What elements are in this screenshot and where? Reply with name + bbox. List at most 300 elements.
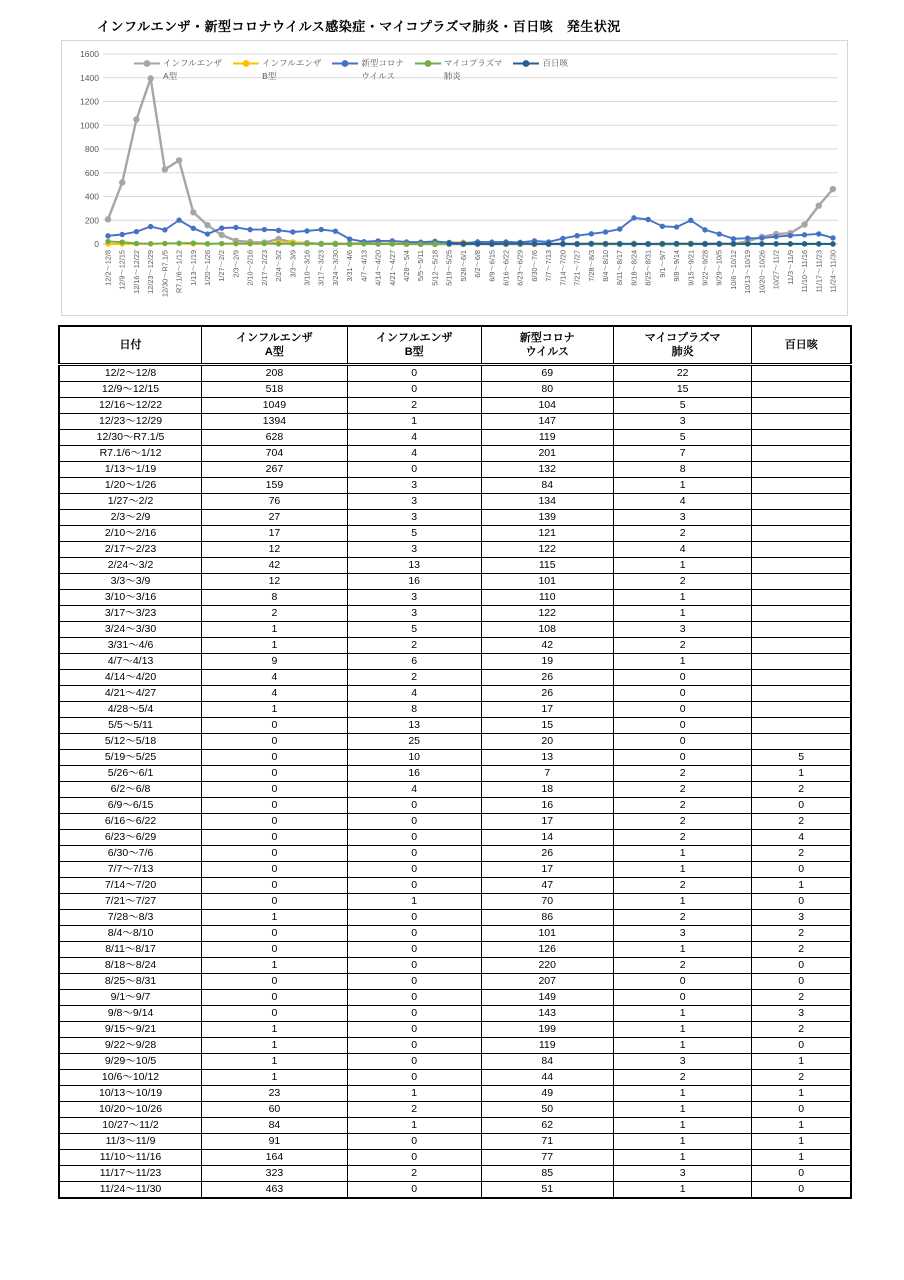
y-axis-tick-label: 1000 xyxy=(80,120,99,131)
date-cell: 12/23～12/29 xyxy=(59,414,202,430)
value-cell xyxy=(752,494,851,510)
series-point-marker xyxy=(290,229,295,234)
value-cell: 0 xyxy=(752,1166,851,1182)
table-row xyxy=(59,654,851,670)
series-point-marker xyxy=(745,241,750,246)
series-point-marker xyxy=(802,232,807,237)
table-row xyxy=(59,1118,851,1134)
x-axis-tick-label: 4/28～5/4 xyxy=(402,250,412,282)
value-cell: 1 xyxy=(752,1086,851,1102)
value-cell: 84 xyxy=(481,1054,613,1070)
date-cell: 11/10～11/16 xyxy=(59,1150,202,1166)
value-cell: 1 xyxy=(613,478,752,494)
value-cell: 5 xyxy=(347,526,481,542)
series-point-marker xyxy=(247,241,252,246)
series-point-marker xyxy=(830,241,835,246)
value-cell: 0 xyxy=(347,1038,481,1054)
value-cell: 16 xyxy=(347,574,481,590)
value-cell: 0 xyxy=(347,910,481,926)
value-cell: 42 xyxy=(202,558,348,574)
table-row xyxy=(59,782,851,798)
value-cell: 108 xyxy=(481,622,613,638)
series-point-marker xyxy=(105,239,110,244)
table-row xyxy=(59,398,851,414)
legend-line-marker-icon xyxy=(332,59,358,68)
series-point-marker xyxy=(162,166,168,172)
value-cell: 147 xyxy=(481,414,613,430)
x-axis-tick-label: 3/3～3/9 xyxy=(288,250,298,278)
table-row xyxy=(59,574,851,590)
x-axis-tick-label: 11/17～11/23 xyxy=(814,250,824,293)
value-cell: 25 xyxy=(347,734,481,750)
value-cell: 1 xyxy=(613,1038,752,1054)
value-cell: 0 xyxy=(202,734,348,750)
series-point-marker xyxy=(816,241,821,246)
table-row xyxy=(59,606,851,622)
value-cell: 2 xyxy=(613,766,752,782)
x-axis-tick-label: 5/5～5/11 xyxy=(416,250,426,282)
value-cell: 0 xyxy=(347,1070,481,1086)
value-cell: 5 xyxy=(752,750,851,766)
value-cell: 1 xyxy=(613,1006,752,1022)
value-cell: 2 xyxy=(752,782,851,798)
table-row xyxy=(59,798,851,814)
value-cell: 2 xyxy=(347,398,481,414)
value-cell: 1 xyxy=(613,942,752,958)
value-cell: 0 xyxy=(752,798,851,814)
date-cell: 5/19～5/25 xyxy=(59,750,202,766)
x-axis-tick-label: 6/16～6/22 xyxy=(501,250,511,286)
series-point-marker xyxy=(219,232,225,238)
value-cell: 1 xyxy=(613,558,752,574)
value-cell: 76 xyxy=(202,494,348,510)
value-cell: 0 xyxy=(347,958,481,974)
x-axis-tick-label: 2/3～2/9 xyxy=(231,250,241,278)
value-cell: 77 xyxy=(481,1150,613,1166)
table-row xyxy=(59,1022,851,1038)
date-cell: 7/14～7/20 xyxy=(59,878,202,894)
series-point-marker xyxy=(802,241,807,246)
series-point-marker xyxy=(319,227,324,232)
series-point-marker xyxy=(304,241,309,246)
value-cell: 15 xyxy=(481,718,613,734)
series-point-marker xyxy=(816,231,821,236)
series-point-marker xyxy=(717,231,722,236)
value-cell: 5 xyxy=(613,398,752,414)
value-cell: 0 xyxy=(202,1006,348,1022)
data-table xyxy=(58,325,852,1199)
value-cell: 0 xyxy=(202,846,348,862)
legend-line-marker-icon xyxy=(513,59,539,68)
value-cell: 1 xyxy=(347,1086,481,1102)
value-cell xyxy=(752,526,851,542)
series-point-marker xyxy=(532,241,537,246)
value-cell: 0 xyxy=(752,974,851,990)
value-cell: 0 xyxy=(347,942,481,958)
value-cell: 2 xyxy=(613,526,752,542)
date-cell: 4/21～4/27 xyxy=(59,686,202,702)
value-cell: 42 xyxy=(481,638,613,654)
date-cell: 12/30～R7.1/5 xyxy=(59,430,202,446)
value-cell: 101 xyxy=(481,574,613,590)
date-cell: 9/15～9/21 xyxy=(59,1022,202,1038)
series-point-marker xyxy=(262,227,267,232)
table-row xyxy=(59,590,851,606)
value-cell: 3 xyxy=(613,926,752,942)
series-point-marker xyxy=(759,235,764,240)
series-point-marker xyxy=(603,241,608,246)
x-axis-tick-label: 3/10～3/16 xyxy=(302,250,312,286)
value-cell: 1 xyxy=(202,1038,348,1054)
chart-legend xyxy=(134,57,568,83)
x-axis-tick-label: 6/9～6/15 xyxy=(487,250,497,282)
table-row xyxy=(59,382,851,398)
value-cell: 13 xyxy=(347,558,481,574)
series-point-marker xyxy=(432,241,437,246)
value-cell: 110 xyxy=(481,590,613,606)
value-cell: 4 xyxy=(752,830,851,846)
value-cell: 3 xyxy=(347,510,481,526)
value-cell: 0 xyxy=(613,974,752,990)
x-axis-tick-label: 4/14～4/20 xyxy=(373,250,383,286)
value-cell xyxy=(752,462,851,478)
value-cell: 2 xyxy=(613,782,752,798)
series-point-marker xyxy=(603,229,608,234)
value-cell: 4 xyxy=(202,670,348,686)
value-cell: 3 xyxy=(613,622,752,638)
date-cell: 5/5～5/11 xyxy=(59,718,202,734)
series-point-marker xyxy=(560,241,565,246)
series-point-marker xyxy=(816,202,822,208)
date-cell: 9/29～10/5 xyxy=(59,1054,202,1070)
x-axis-tick-label: 11/10～11/16 xyxy=(800,250,810,293)
value-cell: 0 xyxy=(202,782,348,798)
value-cell xyxy=(752,558,851,574)
date-cell: 7/21～7/27 xyxy=(59,894,202,910)
value-cell xyxy=(752,734,851,750)
value-cell: 2 xyxy=(613,830,752,846)
x-axis-tick-label: 7/14～7/20 xyxy=(558,250,568,286)
value-cell: 26 xyxy=(481,686,613,702)
value-cell: 49 xyxy=(481,1086,613,1102)
chart xyxy=(61,40,848,316)
series-point-marker xyxy=(688,241,693,246)
column-header: 新型コロナ ウイルス xyxy=(481,326,613,365)
series-point-marker xyxy=(191,240,196,245)
date-cell: 12/16～12/22 xyxy=(59,398,202,414)
series-point-marker xyxy=(518,241,523,246)
series-line xyxy=(108,78,833,244)
value-cell: 8 xyxy=(613,462,752,478)
value-cell: 71 xyxy=(481,1134,613,1150)
value-cell: 2 xyxy=(752,926,851,942)
series-point-marker xyxy=(745,235,750,240)
value-cell: 91 xyxy=(202,1134,348,1150)
value-cell: 101 xyxy=(481,926,613,942)
date-cell: 1/27～2/2 xyxy=(59,494,202,510)
date-cell: 4/28～5/4 xyxy=(59,702,202,718)
legend-line-marker-icon xyxy=(134,59,160,68)
value-cell: 2 xyxy=(347,638,481,654)
legend-label: インフルエンザ A型 xyxy=(163,58,223,82)
value-cell: 0 xyxy=(613,750,752,766)
value-cell: 0 xyxy=(752,1038,851,1054)
date-cell: 10/6～10/12 xyxy=(59,1070,202,1086)
series-point-marker xyxy=(176,217,181,222)
value-cell: 15 xyxy=(613,382,752,398)
value-cell: 0 xyxy=(202,926,348,942)
series-point-marker xyxy=(205,241,210,246)
value-cell: 0 xyxy=(202,990,348,1006)
value-cell xyxy=(752,542,851,558)
value-cell: 1 xyxy=(752,1054,851,1070)
series-point-marker xyxy=(731,241,736,246)
table-row xyxy=(59,558,851,574)
value-cell: 0 xyxy=(347,1022,481,1038)
date-cell: 1/20～1/26 xyxy=(59,478,202,494)
value-cell xyxy=(752,718,851,734)
value-cell: 84 xyxy=(481,478,613,494)
table-row xyxy=(59,1070,851,1086)
table-row xyxy=(59,414,851,430)
x-axis-tick-label: 5/12～5/18 xyxy=(430,250,440,286)
value-cell xyxy=(752,446,851,462)
date-cell: 7/28～8/3 xyxy=(59,910,202,926)
value-cell: 47 xyxy=(481,878,613,894)
table-row xyxy=(59,365,851,382)
series-point-marker xyxy=(660,224,665,229)
value-cell: 0 xyxy=(202,878,348,894)
value-cell: 1 xyxy=(613,862,752,878)
date-cell: 8/11～8/17 xyxy=(59,942,202,958)
value-cell: 19 xyxy=(481,654,613,670)
series-point-marker xyxy=(546,241,551,246)
series-point-marker xyxy=(801,221,807,227)
page-title: インフルエンザ・新型コロナウイルス感染症・マイコプラズマ肺炎・百日咳 発生状況 xyxy=(97,19,621,34)
table-row xyxy=(59,526,851,542)
table-row xyxy=(59,1102,851,1118)
value-cell: 86 xyxy=(481,910,613,926)
y-axis-tick-label: 0 xyxy=(94,239,99,249)
table-row xyxy=(59,542,851,558)
date-cell: 6/30～7/6 xyxy=(59,846,202,862)
value-cell: 5 xyxy=(347,622,481,638)
x-axis-tick-label: 9/29～10/5 xyxy=(714,250,724,286)
value-cell: 126 xyxy=(481,942,613,958)
x-axis-tick-label: 10/6～10/12 xyxy=(728,250,738,290)
x-axis-tick-label: 10/20～10/26 xyxy=(757,250,767,294)
value-cell: 5 xyxy=(613,430,752,446)
value-cell: 201 xyxy=(481,446,613,462)
table-row xyxy=(59,814,851,830)
value-cell: 1 xyxy=(752,766,851,782)
value-cell: 1049 xyxy=(202,398,348,414)
value-cell: 207 xyxy=(481,974,613,990)
date-cell: 6/2～6/8 xyxy=(59,782,202,798)
table-row xyxy=(59,910,851,926)
value-cell: 70 xyxy=(481,894,613,910)
series-point-marker xyxy=(148,224,153,229)
date-cell: 6/9～6/15 xyxy=(59,798,202,814)
value-cell: 2 xyxy=(752,942,851,958)
series-point-marker xyxy=(418,241,423,246)
value-cell: 3 xyxy=(347,590,481,606)
date-cell: 7/7～7/13 xyxy=(59,862,202,878)
value-cell xyxy=(752,430,851,446)
value-cell: 0 xyxy=(347,1182,481,1199)
value-cell: 0 xyxy=(347,926,481,942)
date-cell: 1/13～1/19 xyxy=(59,462,202,478)
date-cell: 6/16～6/22 xyxy=(59,814,202,830)
series-point-marker xyxy=(589,231,594,236)
y-axis-tick-label: 1200 xyxy=(80,96,99,107)
value-cell: 3 xyxy=(613,1166,752,1182)
table-row xyxy=(59,974,851,990)
legend-item xyxy=(233,57,321,83)
series-point-marker xyxy=(475,241,480,246)
value-cell: 132 xyxy=(481,462,613,478)
value-cell: 2 xyxy=(752,990,851,1006)
series-point-marker xyxy=(233,225,238,230)
value-cell: 2 xyxy=(202,606,348,622)
series-point-marker xyxy=(148,241,153,246)
x-axis-tick-label: 1/13～1/19 xyxy=(188,250,198,286)
value-cell: 7 xyxy=(613,446,752,462)
value-cell: 199 xyxy=(481,1022,613,1038)
date-cell: 10/27～11/2 xyxy=(59,1118,202,1134)
series-point-marker xyxy=(660,241,665,246)
series-point-marker xyxy=(233,241,238,246)
value-cell: 17 xyxy=(481,702,613,718)
value-cell: 122 xyxy=(481,542,613,558)
value-cell: 0 xyxy=(347,878,481,894)
date-cell: 2/10～2/16 xyxy=(59,526,202,542)
value-cell: 1 xyxy=(613,894,752,910)
table-row xyxy=(59,510,851,526)
value-cell: 0 xyxy=(347,365,481,382)
value-cell: 0 xyxy=(347,1054,481,1070)
series-point-marker xyxy=(560,236,565,241)
value-cell: 134 xyxy=(481,494,613,510)
series-point-marker xyxy=(574,233,579,238)
value-cell: 0 xyxy=(202,862,348,878)
value-cell: 1 xyxy=(613,1118,752,1134)
value-cell: 149 xyxy=(481,990,613,1006)
series-point-marker xyxy=(276,241,281,246)
x-axis-tick-label: 12/30～R7.1/5 xyxy=(160,250,170,298)
value-cell: 4 xyxy=(347,686,481,702)
x-axis-tick-label: 2/17～2/23 xyxy=(259,250,269,286)
value-cell: 17 xyxy=(481,862,613,878)
series-point-marker xyxy=(574,241,579,246)
column-header: インフルエンザ A型 xyxy=(202,326,348,365)
table-row xyxy=(59,494,851,510)
value-cell xyxy=(752,398,851,414)
value-cell xyxy=(752,574,851,590)
value-cell: 7 xyxy=(481,766,613,782)
legend-item xyxy=(332,57,404,83)
value-cell: 139 xyxy=(481,510,613,526)
y-axis-tick-label: 800 xyxy=(84,144,99,154)
x-axis-tick-label: 7/28～8/3 xyxy=(586,250,596,282)
y-axis-tick-label: 1400 xyxy=(80,72,99,83)
table-row xyxy=(59,942,851,958)
value-cell: 1 xyxy=(202,702,348,718)
value-cell xyxy=(752,702,851,718)
y-axis-tick-label: 600 xyxy=(84,167,99,178)
value-cell: 69 xyxy=(481,365,613,382)
date-cell: 11/24～11/30 xyxy=(59,1182,202,1199)
x-axis-tick-label: 4/21～4/27 xyxy=(387,250,397,286)
x-axis-tick-label: 9/22～9/28 xyxy=(700,250,710,286)
value-cell: 18 xyxy=(481,782,613,798)
value-cell: 2 xyxy=(613,798,752,814)
series-point-marker xyxy=(702,241,707,246)
series-point-marker xyxy=(162,241,167,246)
value-cell: 1 xyxy=(613,1102,752,1118)
value-cell: 0 xyxy=(613,990,752,1006)
date-cell: 3/10～3/16 xyxy=(59,590,202,606)
value-cell: 10 xyxy=(347,750,481,766)
series-point-marker xyxy=(688,218,693,223)
value-cell: 27 xyxy=(202,510,348,526)
value-cell: 44 xyxy=(481,1070,613,1086)
series-point-marker xyxy=(489,241,494,246)
x-axis-tick-label: 12/16～12/22 xyxy=(131,250,141,294)
value-cell xyxy=(752,622,851,638)
value-cell: 0 xyxy=(613,718,752,734)
value-cell xyxy=(752,382,851,398)
value-cell: 3 xyxy=(613,1054,752,1070)
value-cell xyxy=(752,638,851,654)
value-cell: 1 xyxy=(613,1134,752,1150)
x-axis-tick-label: 10/27～11/2 xyxy=(771,250,781,290)
value-cell: 4 xyxy=(347,430,481,446)
value-cell: 2 xyxy=(613,638,752,654)
date-cell: 2/17～2/23 xyxy=(59,542,202,558)
value-cell: 12 xyxy=(202,574,348,590)
table-row xyxy=(59,1006,851,1022)
table-row xyxy=(59,1150,851,1166)
value-cell: 4 xyxy=(613,542,752,558)
legend-label: 新型コロナ ウイルス xyxy=(361,58,404,82)
series-point-marker xyxy=(361,241,366,246)
value-cell: 17 xyxy=(202,526,348,542)
table-row xyxy=(59,750,851,766)
table-row xyxy=(59,1086,851,1102)
value-cell: 26 xyxy=(481,670,613,686)
x-axis-tick-label: 1/20～1/26 xyxy=(203,250,213,286)
column-header: 百日咳 xyxy=(752,326,851,365)
date-cell: 5/26～6/1 xyxy=(59,766,202,782)
legend-line-marker-icon xyxy=(415,59,441,68)
table-row xyxy=(59,1182,851,1199)
value-cell: 26 xyxy=(481,846,613,862)
series-point-marker xyxy=(176,157,182,163)
value-cell: 1 xyxy=(202,910,348,926)
value-cell: 2 xyxy=(613,814,752,830)
date-cell: 6/23～6/29 xyxy=(59,830,202,846)
series-point-marker xyxy=(731,236,736,241)
series-point-marker xyxy=(702,227,707,232)
value-cell: 0 xyxy=(347,846,481,862)
value-cell: 104 xyxy=(481,398,613,414)
value-cell: 84 xyxy=(202,1118,348,1134)
date-cell: 9/8～9/14 xyxy=(59,1006,202,1022)
value-cell: 267 xyxy=(202,462,348,478)
value-cell: 0 xyxy=(347,1006,481,1022)
series-point-marker xyxy=(617,226,622,231)
